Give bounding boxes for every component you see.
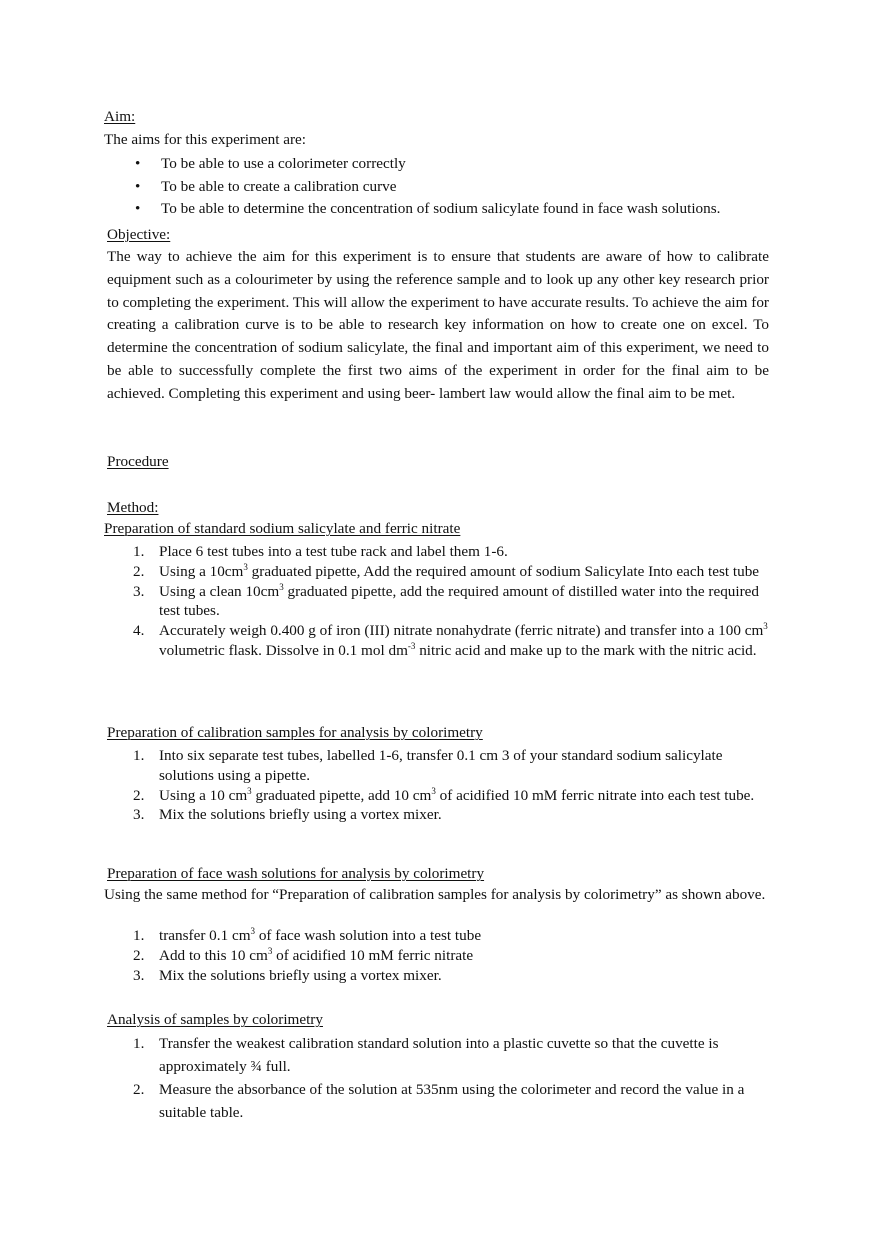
calibration-prep-steps	[107, 746, 779, 825]
calibration-prep-heading: Preparation of calibration samples for analysis by colorimetry	[107, 724, 483, 741]
list-item: 2. Measure the absorbance of the solution at 535nm using the colorimeter and record the value in a suitable table.	[133, 1081, 745, 1121]
aim-heading: Aim:	[104, 108, 136, 125]
list-item: • To be able to create a calibration curve	[104, 176, 720, 199]
facewash-prep-intro: Using the same method for “Preparation of calibration samples for analysis by colorimetry” as shown above.	[104, 886, 766, 903]
aim-bullet-list	[104, 153, 720, 221]
list-item: 1. transfer 0.1 $cm^3$ of face wash solution into a test tube	[133, 925, 482, 944]
list-item: 3. Using a clean $10cm^3$ graduated pipette, add the required amount of distilled water into the required test tubes.	[133, 581, 759, 620]
procedure-heading: Procedure	[107, 453, 169, 470]
analysis-steps	[107, 1032, 759, 1124]
objective-heading: Objective:	[107, 226, 171, 243]
bullet-icon: •	[135, 155, 141, 172]
standard-prep-steps	[107, 542, 779, 661]
analysis-heading: Analysis of samples by colorimetry	[107, 1011, 323, 1028]
list-item: • To be able to use a colorimeter correctly	[104, 153, 720, 176]
facewash-prep-steps	[107, 926, 779, 985]
list-item: 2. Add to this 10 $cm^3$ of acidified 10 mM ferric nitrate	[133, 945, 474, 964]
bullet-icon: •	[135, 177, 141, 195]
list-item: 2. Using a 10 $cm^3$ graduated pipette, add 10 $cm^3$ of acidified 10 mM ferric nitrate into each test tube.	[133, 785, 755, 804]
method-heading: Method:	[107, 499, 159, 516]
list-item: 4. Accurately weigh 0.400 g of iron (III) nitrate nonahydrate (ferric nitrate) and transfer into a 100 $cm^3$ volumetric flask. Dissolve in 0.1 mol $dm^{-3}$ nitric acid and make up to the mark with the nitric acid.	[133, 621, 768, 659]
objective-paragraph: The way to achieve the aim for this experiment is to ensure that students are aware of how to calibrate equipment such as a colourimeter by using the reference sample and to look up any other key research prior to completing the experiment. This will allow the experiment to have accurate results. To achieve the aim for creating a calibration curve is to be able to research key information on how to create one on excel. To determine the concentration of sodium salicylate, the final and important aim of this experiment, we need to be able to successfully complete the first two aims of the experiment in order for the final aim to be achieved. Completing this experiment and using beer- lambert law would allow the final aim to be met.	[107, 248, 769, 402]
list-item: 1. Transfer the weakest calibration standard solution into a plastic cuvette so that the cuvette is approximately ¾ full.	[133, 1035, 719, 1075]
list-item: 1. Place 6 test tubes into a test tube rack and label them 1-6.	[133, 543, 508, 560]
list-item: 3. Mix the solutions briefly using a vortex mixer.	[133, 966, 442, 984]
standard-prep-heading: Preparation of standard sodium salicylate and ferric nitrate	[104, 520, 461, 537]
list-item: • To be able to determine the concentration of sodium salicylate found in face wash solutions.	[104, 198, 720, 221]
list-item: 3. Mix the solutions briefly using a vortex mixer.	[133, 806, 442, 824]
list-item: 1. Into six separate test tubes, labelled 1-6, transfer 0.1 cm 3 of your standard sodium salicylate solutions using a pipette.	[133, 747, 723, 784]
aim-intro: The aims for this experiment are:	[104, 131, 307, 148]
facewash-prep-heading: Preparation of face wash solutions for analysis by colorimetry	[107, 865, 485, 882]
bullet-icon: •	[135, 200, 141, 217]
list-item: 2. Using a $10cm^3$ graduated pipette, Add the required amount of sodium Salicylate Into each test tube	[133, 561, 760, 580]
